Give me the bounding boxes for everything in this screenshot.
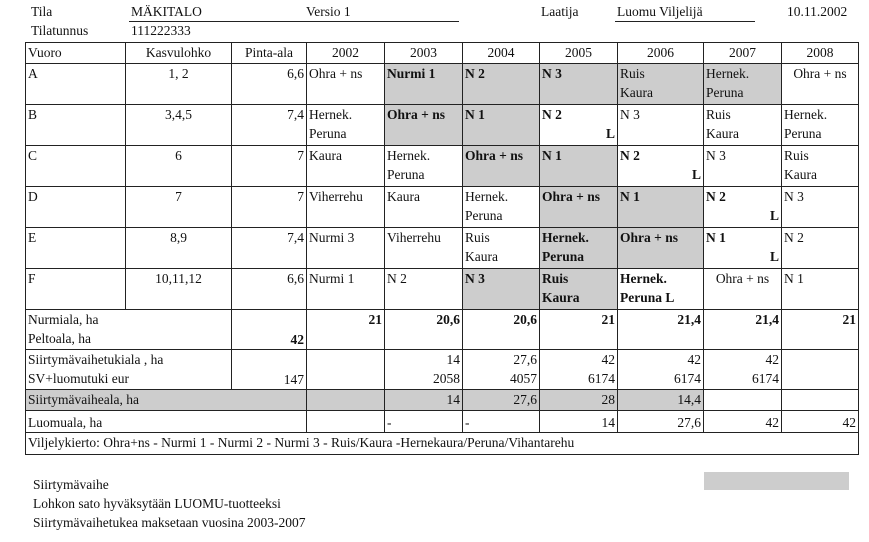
crop-cell <box>307 228 385 269</box>
crop-cell <box>540 64 618 105</box>
pinta-ala-cell: 7 <box>232 146 307 187</box>
crop-name: N 1 <box>542 148 562 163</box>
crop-name: Ruis <box>465 230 490 245</box>
crop-name: Nurmi 1 <box>309 271 355 286</box>
crop-name: Peruna <box>706 85 744 100</box>
siirtymavaihetuki-cell <box>540 350 618 390</box>
pinta-ala-cell: 6,6 <box>232 64 307 105</box>
crop-name: Viherrehu <box>387 230 441 245</box>
crop-name: Hernek. <box>465 189 509 204</box>
nurmiala-value: 21 <box>782 310 859 350</box>
crop-cell <box>307 105 385 146</box>
siirtymavaihetuki-cell <box>463 350 540 390</box>
crop-cell <box>540 146 618 187</box>
siirtymavaihetukiala-value <box>784 350 856 369</box>
crop-name: Kaura <box>542 290 580 305</box>
crop-cell <box>540 269 618 310</box>
crop-name: N 2 <box>620 148 640 163</box>
nurmiala-label: Nurmiala, ha <box>28 312 99 327</box>
crop-cell <box>385 64 463 105</box>
crop-cell <box>704 269 782 310</box>
table-row <box>26 228 859 269</box>
crop-rotation-table <box>25 42 859 455</box>
crop-name: Hernek. <box>542 230 589 245</box>
crop-cell <box>782 146 859 187</box>
crop-name: N 2 <box>387 271 407 286</box>
crop-cell <box>463 105 540 146</box>
sv-luomutuki-value: 6174 <box>752 371 779 386</box>
legend-luomu-sato: Lohkon sato hyväksytään LUOMU-tuotteeksi <box>33 496 281 511</box>
crop-name: Ruis <box>542 271 569 286</box>
crop-cell <box>385 105 463 146</box>
tilatunnus-label: Tilatunnus <box>31 23 89 38</box>
crop-name: Peruna <box>465 208 503 223</box>
crop-name: N 1 <box>620 189 640 204</box>
header-underline <box>129 21 459 22</box>
pinta-ala-cell: 6,6 <box>232 269 307 310</box>
lannoitus-mark: L <box>769 249 779 264</box>
siirtymavaihetukiala-value <box>309 350 382 369</box>
siirtymavaihetuki-cell <box>704 350 782 390</box>
vuoro-cell: E <box>26 228 126 269</box>
crop-name: N 3 <box>465 271 485 286</box>
crop-cell <box>618 105 704 146</box>
siirtymavaihetukiala-value: 42 <box>765 352 779 367</box>
luomuala-label: Luomuala, ha <box>26 411 307 433</box>
crop-name: Ruis <box>784 148 809 163</box>
table-row <box>26 64 859 105</box>
crop-cell <box>307 146 385 187</box>
luomuala-value: - <box>385 411 463 433</box>
column-header: Kasvulohko <box>126 43 232 64</box>
crop-cell <box>463 187 540 228</box>
crop-cell <box>463 269 540 310</box>
sv-luomutuki-value <box>784 369 856 388</box>
siirtymavaihetukiala-value: 42 <box>687 352 701 367</box>
crop-name: Viherrehu <box>309 189 363 204</box>
crop-name: Ruis <box>620 66 645 81</box>
crop-name: Peruna <box>309 126 347 141</box>
nurmiala-value: 21,4 <box>704 310 782 350</box>
siirtymavaiheala-value: 14,4 <box>618 390 704 411</box>
kasvulohko-cell: 7 <box>126 187 232 228</box>
siirtymavaihetuki-cell <box>385 350 463 390</box>
document-header <box>0 0 869 44</box>
crop-name: Ohra + ns <box>715 271 770 286</box>
column-header: 2005 <box>540 43 618 64</box>
peltoala-label: Peltoala, ha <box>28 331 91 346</box>
luomuala-value: 27,6 <box>618 411 704 433</box>
crop-cell <box>704 146 782 187</box>
crop-cell <box>618 228 704 269</box>
crop-name: Peruna <box>387 167 425 182</box>
sv-pinta-cell: 147 <box>232 350 307 390</box>
column-header: Vuoro <box>26 43 126 64</box>
nurmiala-value: 21,4 <box>618 310 704 350</box>
siirtymavaihetuki-cell <box>782 350 859 390</box>
crop-name: Hernek. <box>309 107 353 122</box>
crop-name: N 3 <box>706 148 726 163</box>
crop-name: Hernek. <box>387 148 431 163</box>
sv-luomutuki-label: SV+luomutuki eur <box>28 371 129 386</box>
crop-name: Ohra + ns <box>387 107 445 122</box>
table-row <box>26 105 859 146</box>
crop-cell <box>704 187 782 228</box>
crop-cell <box>618 187 704 228</box>
crop-name: Nurmi 3 <box>309 230 355 245</box>
crop-cell <box>704 105 782 146</box>
pinta-ala-cell: 7 <box>232 187 307 228</box>
crop-cell <box>782 64 859 105</box>
crop-name: Kaura <box>784 167 817 182</box>
crop-cell <box>385 228 463 269</box>
crop-cell <box>463 64 540 105</box>
crop-cell <box>307 269 385 310</box>
crop-name: Hernek. <box>706 66 750 81</box>
column-header: Pinta-ala <box>232 43 307 64</box>
column-header: 2003 <box>385 43 463 64</box>
luomuala-value <box>307 411 385 433</box>
kasvulohko-cell: 8,9 <box>126 228 232 269</box>
column-header: 2004 <box>463 43 540 64</box>
crop-name: Ohra + ns <box>542 189 600 204</box>
nurmiala-value: 21 <box>307 310 385 350</box>
document-date: 10.11.2002 <box>787 4 848 19</box>
kasvulohko-cell: 3,4,5 <box>126 105 232 146</box>
sv-luomutuki-value: 2058 <box>433 371 460 386</box>
crop-cell <box>782 187 859 228</box>
siirtymavaiheala-value: 28 <box>540 390 618 411</box>
pinta-ala-cell: 7,4 <box>232 105 307 146</box>
siirtymavaihetukiala-value: 27,6 <box>513 352 537 367</box>
column-header: 2006 <box>618 43 704 64</box>
siirtymavaihetukiala-value: 42 <box>601 352 615 367</box>
crop-cell <box>463 228 540 269</box>
siirtymavaihetuki-row <box>26 350 859 390</box>
siirtymavaiheala-value: 27,6 <box>463 390 540 411</box>
crop-cell <box>307 187 385 228</box>
crop-name: N 3 <box>784 189 804 204</box>
laatija-label: Laatija <box>541 4 579 19</box>
tila-label: Tila <box>31 4 53 19</box>
sv-luomutuki-value: 4057 <box>510 371 537 386</box>
kasvulohko-cell: 6 <box>126 146 232 187</box>
kasvulohko-cell: 10,11,12 <box>126 269 232 310</box>
peltoala-value: 42 <box>232 310 307 350</box>
siirtymavaihetuki-cell <box>618 350 704 390</box>
crop-name: N 2 <box>465 66 485 81</box>
crop-name: Ohra + ns <box>620 230 678 245</box>
crop-name: Ohra + ns <box>309 66 363 81</box>
crop-name: N 1 <box>706 230 726 245</box>
table-header-row <box>26 43 859 64</box>
siirtymavaihetukiala-value: 14 <box>446 352 460 367</box>
sv-luomutuki-value <box>309 369 382 388</box>
siirtymavaihetuki-cell <box>307 350 385 390</box>
crop-name: N 3 <box>620 107 640 122</box>
laatija-underline <box>615 21 755 22</box>
nurmiala-value: 21 <box>540 310 618 350</box>
lannoitus-mark: L <box>605 126 615 141</box>
table-row <box>26 187 859 228</box>
crop-cell <box>540 105 618 146</box>
crop-cell <box>385 146 463 187</box>
crop-name: Kaura <box>387 189 420 204</box>
table-row <box>26 269 859 310</box>
luomuala-row <box>26 411 859 433</box>
legend-shade-swatch <box>704 472 849 490</box>
crop-cell <box>704 228 782 269</box>
viljelykierto-row <box>26 433 859 455</box>
table-row <box>26 146 859 187</box>
kasvulohko-cell: 1, 2 <box>126 64 232 105</box>
crop-name: N 3 <box>542 66 562 81</box>
luomuala-value: 14 <box>540 411 618 433</box>
siirtymavaiheala-value: 14 <box>385 390 463 411</box>
crop-name: Hernek. <box>620 271 667 286</box>
crop-cell <box>385 187 463 228</box>
tilatunnus-value: 111222333 <box>131 23 191 38</box>
lannoitus-mark: L <box>691 167 701 182</box>
crop-name: Kaura <box>620 85 653 100</box>
nurmiala-row <box>26 310 859 350</box>
nurmiala-value: 20,6 <box>463 310 540 350</box>
crop-cell <box>463 146 540 187</box>
crop-name: Peruna L <box>620 290 675 305</box>
tila-value: MÄKITALO <box>131 4 202 19</box>
siirtymavaiheala-value <box>307 390 385 411</box>
luomuala-value: - <box>463 411 540 433</box>
crop-name: Kaura <box>706 126 739 141</box>
column-header: 2008 <box>782 43 859 64</box>
siirtymavaiheala-label: Siirtymävaiheala, ha <box>26 390 307 411</box>
siirtymavaiheala-value <box>704 390 782 411</box>
crop-name: N 2 <box>706 189 726 204</box>
crop-cell <box>704 64 782 105</box>
siirtymavaiheala-row <box>26 390 859 411</box>
vuoro-cell: B <box>26 105 126 146</box>
crop-name: Kaura <box>309 148 342 163</box>
luomuala-value: 42 <box>704 411 782 433</box>
vuoro-cell: D <box>26 187 126 228</box>
crop-cell <box>782 269 859 310</box>
laatija-value: Luomu Viljelijä <box>617 4 703 19</box>
crop-cell <box>618 64 704 105</box>
vuoro-cell: F <box>26 269 126 310</box>
column-header: 2007 <box>704 43 782 64</box>
crop-name: N 1 <box>465 107 485 122</box>
pinta-ala-cell: 7,4 <box>232 228 307 269</box>
siirtymavaihetuki-label-cell <box>26 350 232 390</box>
crop-name: N 2 <box>784 230 804 245</box>
siirtymavaiheala-value <box>782 390 859 411</box>
vuoro-cell: C <box>26 146 126 187</box>
crop-name: Kaura <box>465 249 498 264</box>
crop-cell <box>618 269 704 310</box>
luomuala-value: 42 <box>782 411 859 433</box>
crop-cell <box>618 146 704 187</box>
crop-cell <box>385 269 463 310</box>
crop-name: Ohra + ns <box>465 148 523 163</box>
crop-name: Hernek. <box>784 107 828 122</box>
nurmiala-label-cell <box>26 310 232 350</box>
viljelykierto-text: Viljelykierto: Ohra+ns - Nurmi 1 - Nurmi 2 - Nurmi 3 - Ruis/Kaura -Hernekaura/Peruna/Vihantarehu <box>26 433 859 455</box>
crop-name: Peruna <box>542 249 584 264</box>
crop-cell <box>782 228 859 269</box>
crop-name: Peruna <box>784 126 822 141</box>
vuoro-cell: A <box>26 64 126 105</box>
sv-luomutuki-value: 6174 <box>674 371 701 386</box>
siirtymavaihetukiala-label: Siirtymävaihetukiala , ha <box>28 352 164 367</box>
crop-cell <box>307 64 385 105</box>
version-label: Versio 1 <box>306 4 351 19</box>
crop-name: N 1 <box>784 271 804 286</box>
lannoitus-mark: L <box>769 208 779 223</box>
legend-siirtymavaihetuki: Siirtymävaihetukea maksetaan vuosina 2003-2007 <box>33 515 306 530</box>
crop-cell <box>540 187 618 228</box>
crop-name: Ohra + ns <box>793 66 847 81</box>
crop-name: Ruis <box>706 107 731 122</box>
crop-cell <box>782 105 859 146</box>
column-header: 2002 <box>307 43 385 64</box>
legend-siirtymavaihe: Siirtymävaihe <box>33 477 109 492</box>
crop-name: Nurmi 1 <box>387 66 436 81</box>
crop-cell <box>540 228 618 269</box>
sv-luomutuki-value: 6174 <box>588 371 615 386</box>
nurmiala-value: 20,6 <box>385 310 463 350</box>
crop-name: N 2 <box>542 107 562 122</box>
